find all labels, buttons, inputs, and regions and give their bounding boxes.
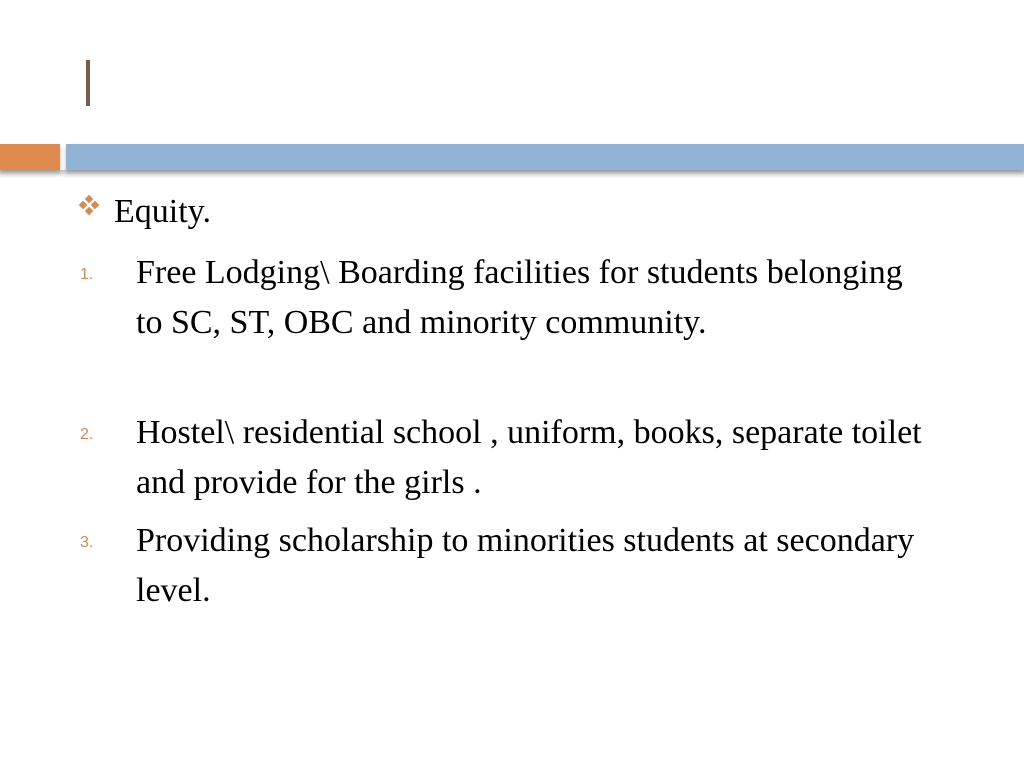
list-item-text: Providing scholarship to minorities students at secondary level. bbox=[136, 522, 915, 609]
header-band-orange bbox=[0, 144, 60, 170]
diamond-cluster-icon bbox=[80, 196, 98, 214]
list-item-number: 1. bbox=[80, 266, 94, 283]
header-band-shadow bbox=[0, 170, 1024, 178]
list-item-text: Hostel\ residential school , uniform, books, separate toilet and provide for the girls . bbox=[136, 414, 922, 501]
bullet-text: Equity. bbox=[114, 193, 211, 230]
title-placeholder bbox=[86, 60, 90, 106]
header-band-blue bbox=[66, 144, 1024, 170]
bullet-item bbox=[80, 190, 211, 234]
list-item-number: 3. bbox=[80, 534, 94, 551]
list-item-text: Free Lodging\ Boarding facilities for students belonging to SC, ST, OBC and minority community. bbox=[136, 254, 903, 341]
list-item-number: 2. bbox=[80, 426, 94, 443]
